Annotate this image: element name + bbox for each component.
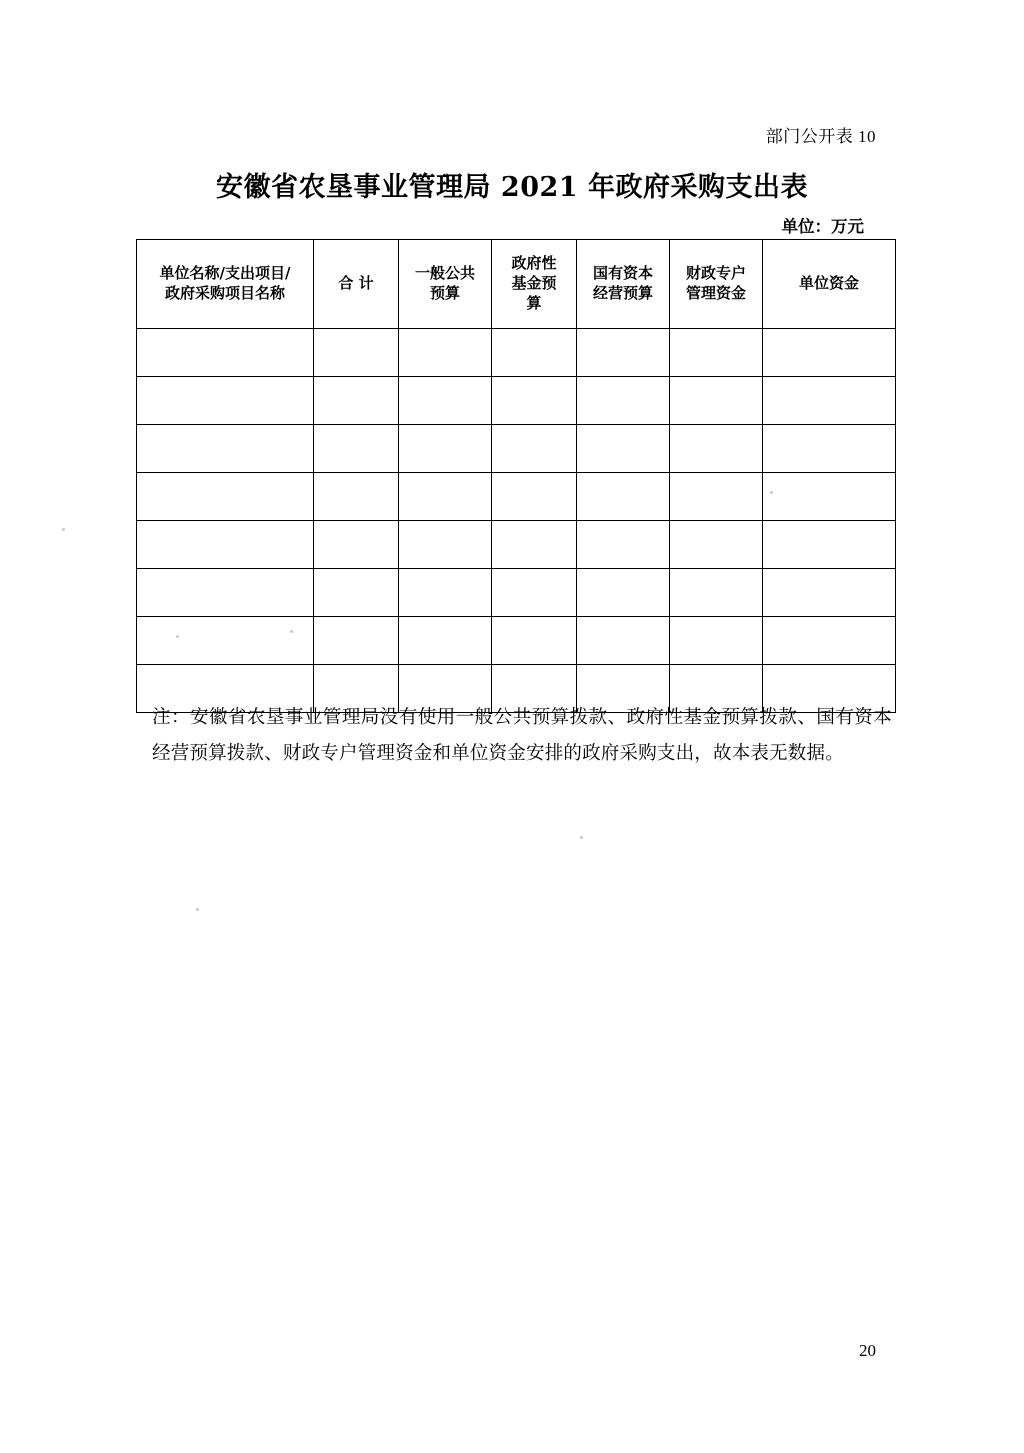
table-cell (492, 521, 577, 569)
column-header-total: 合 计 (314, 240, 399, 329)
table-cell (763, 329, 896, 377)
table-cell (492, 473, 577, 521)
table-cell (137, 473, 314, 521)
header-label: 部门公开表 10 (765, 127, 876, 146)
column-header-state-capital-budget-line1: 国有资本 (592, 264, 653, 283)
scan-speck (62, 528, 65, 531)
table-cell (577, 569, 670, 617)
table-cell (137, 521, 314, 569)
table-note: 注：安徽省农垦事业管理局没有使用一般公共预算拨款、政府性基金预算拨款、国有资本经营预算拨款、财政专户管理资金和单位资金安排的政府采购支出，故本表无数据。 (152, 707, 892, 765)
table-cell (399, 329, 492, 377)
procurement-expenditure-table (136, 239, 896, 713)
table-cell (492, 569, 577, 617)
table-body (137, 329, 896, 713)
scan-speck (196, 908, 199, 911)
scan-speck (580, 836, 583, 839)
scan-speck (770, 491, 773, 494)
column-header-general-public-budget-line2: 预算 (429, 284, 460, 302)
column-header-unit-funds: 单位资金 (763, 240, 896, 329)
table-cell (399, 521, 492, 569)
column-header-general-public-budget (399, 240, 492, 329)
table-cell (670, 617, 763, 665)
table-cell (399, 473, 492, 521)
table-cell (314, 329, 399, 377)
table-cell (763, 377, 896, 425)
scan-speck (176, 635, 179, 638)
table-cell (492, 377, 577, 425)
table-cell (763, 425, 896, 473)
column-header-government-fund-budget (492, 240, 577, 329)
table-cell (137, 569, 314, 617)
column-header-fiscal-account-funds (670, 240, 763, 329)
table-cell (577, 473, 670, 521)
table-row (137, 425, 896, 473)
table-row (137, 473, 896, 521)
table-cell (137, 329, 314, 377)
table-cell (492, 425, 577, 473)
table-cell (763, 569, 896, 617)
scan-speck (290, 630, 293, 633)
column-header-government-fund-budget-line2: 基金预 (511, 274, 557, 293)
table-cell (314, 425, 399, 473)
table-cell (314, 377, 399, 425)
table-row (137, 521, 896, 569)
table-cell (399, 617, 492, 665)
table-cell (670, 569, 763, 617)
column-header-government-fund-budget-line1: 政府性 (511, 254, 557, 273)
column-header-fiscal-account-funds-line1: 财政专户 (685, 264, 746, 283)
table-cell (577, 521, 670, 569)
table-header (137, 240, 896, 329)
table-cell (492, 617, 577, 665)
column-header-government-fund-budget-line3: 算 (526, 293, 542, 312)
table-cell (670, 329, 763, 377)
unit-note: 单位：万元 (781, 217, 864, 236)
table-cell (763, 521, 896, 569)
table-cell (670, 377, 763, 425)
column-header-project-name (137, 240, 314, 329)
table-row (137, 617, 896, 665)
table-cell (399, 425, 492, 473)
table-cell (314, 617, 399, 665)
table-cell (577, 377, 670, 425)
page-title: 安徽省农垦事业管理局 2021 年政府采购支出表 (216, 172, 808, 203)
table-row (137, 377, 896, 425)
column-header-fiscal-account-funds-line2: 管理资金 (685, 284, 746, 302)
column-header-project-name-line1: 单位名称/支出项目/ (159, 264, 291, 283)
table-cell (399, 377, 492, 425)
table-cell (314, 473, 399, 521)
column-header-state-capital-budget (577, 240, 670, 329)
table-cell (399, 569, 492, 617)
table-cell (314, 569, 399, 617)
column-header-project-name-line2: 政府采购项目名称 (164, 284, 285, 302)
table-cell (137, 377, 314, 425)
table-cell (577, 617, 670, 665)
table-cell (763, 617, 896, 665)
column-header-general-public-budget-line1: 一般公共 (414, 264, 475, 283)
table-cell (314, 521, 399, 569)
table-cell (670, 521, 763, 569)
column-header-state-capital-budget-line2: 经营预算 (592, 284, 653, 302)
page-number: 20 (859, 1341, 876, 1360)
table-row (137, 329, 896, 377)
table-cell (577, 425, 670, 473)
table-cell (492, 329, 577, 377)
table-cell (137, 425, 314, 473)
table-cell (763, 473, 896, 521)
table-row (137, 569, 896, 617)
table-header-row (137, 240, 896, 329)
table-cell (577, 329, 670, 377)
table-cell (137, 617, 314, 665)
table-cell (670, 425, 763, 473)
table-cell (670, 473, 763, 521)
